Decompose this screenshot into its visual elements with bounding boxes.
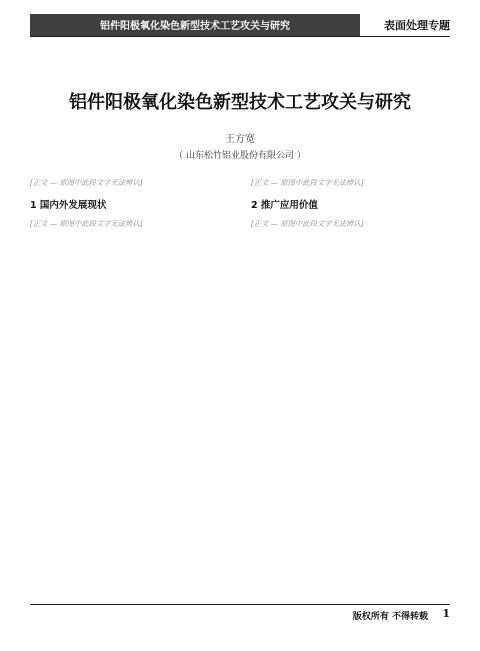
body-placeholder: [正文 — 原图中此段文字无法辨认] xyxy=(251,178,364,187)
page-footer xyxy=(30,604,450,627)
section-heading-2: 2 推广应用价值 xyxy=(251,200,318,212)
copyright-note: 版权所有 不得转载 xyxy=(352,612,428,622)
article-title: 铝件阳极氧化染色新型技术工艺攻关与研究 xyxy=(69,92,411,113)
body-placeholder: [正文 — 原图中此段文字无法辨认] xyxy=(30,219,143,229)
running-title: 铝件阳极氧化染色新型技术工艺攻关与研究 xyxy=(100,21,290,32)
topic-label: 表面处理专题 xyxy=(384,19,450,32)
left-column xyxy=(30,176,229,606)
author: 王方宽 xyxy=(225,134,255,145)
body-placeholder: [正文 — 原图中此段文字无法辨认] xyxy=(251,219,364,229)
right-column xyxy=(251,176,450,606)
affiliation: （ 山东松竹铝业股份有限公司 ） xyxy=(174,151,306,161)
page-number: 1 xyxy=(442,607,450,620)
body-placeholder: [正文 — 原图中此段文字无法辨认] xyxy=(30,178,143,187)
running-header xyxy=(30,14,450,37)
section-heading-1: 1 国内外发展现状 xyxy=(30,200,107,212)
